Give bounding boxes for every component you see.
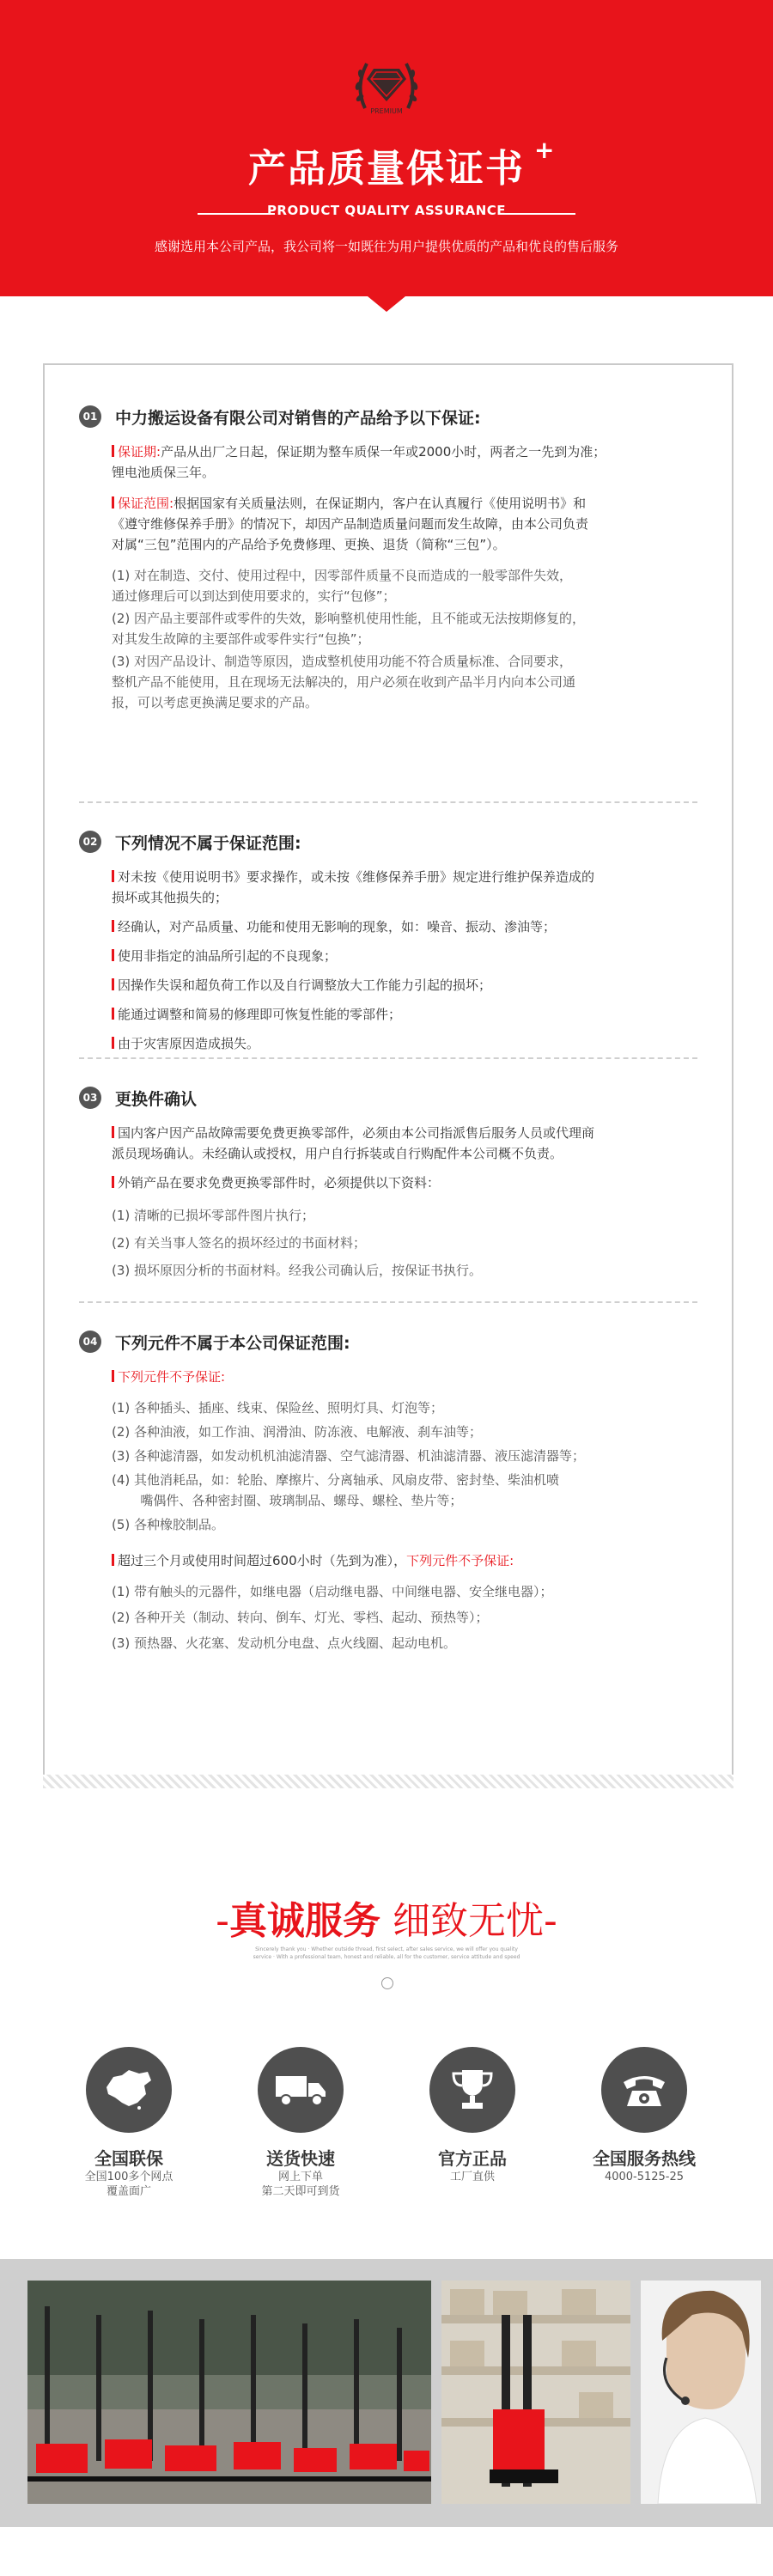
feature-genuine: 官方正品 工厂直供 — [404, 2047, 541, 2184]
service-fine-print: Sincerely thank you · Whether outside thread, first select, after sales service, we will offer you quality service · With a professional team, honest and reliable, all for the customer, service attitude and speed — [253, 1946, 520, 1960]
service-title: -真诚服务 细致无忧- — [216, 1899, 557, 1943]
list-item: (1) 带有触头的元器件，如继电器（启动继电器、中间继电器、安全继电器）； — [112, 1584, 553, 1599]
svg-text:PREMIUM: PREMIUM — [370, 107, 403, 115]
section-number: 02 — [79, 831, 101, 853]
list-item: (1) 清晰的已损坏零部件图片执行； — [112, 1208, 315, 1223]
list-item: 由于灾害原因造成损失。 — [112, 1033, 697, 1054]
circle-ornament-icon — [381, 1977, 393, 1989]
section-number: 04 — [79, 1331, 101, 1353]
list-item: (2) 各种开关（制动、转向、倒车、灯光、零档、起动、预热等）； — [112, 1610, 489, 1625]
page-subtitle: PRODUCT QUALITY ASSURANCE — [266, 203, 507, 218]
customer-service-agent-photo — [641, 2281, 761, 2504]
list-item: (2) 因产品主要部件或零件的失效，影响整机使用性能，且不能或无法按期修复的， 对其发生故障的主要部件或零件实行“包换”； — [112, 611, 586, 647]
warranty-scope: 保证范围:根据国家有关质量法则，在保证期内，客户在认真履行《使用说明书》和 《遵守维修保养手册》的情况下，却因产品制造质量问题而发生故障，由本公司负责 对属“三包”范围内的产品给予免费修理、更换、退货（简称“三包”）。 — [112, 496, 589, 552]
list-item: (5) 各种橡胶制品。 — [112, 1517, 225, 1532]
section-02 — [79, 829, 697, 1063]
list-item: (3) 损坏原因分析的书面材料。经我公司确认后，按保证书执行。 — [112, 1263, 483, 1278]
list-item: (1) 对在制造、交付、使用过程中，因零部件质量不良而造成的一般零部件失效， 通过修理后可以到达到使用要求的，实行“包修”； — [112, 568, 573, 604]
list-item: (3) 各种滤清器，如发动机机油滤清器、空气滤清器、机油滤清器、液压滤清器等； — [112, 1448, 586, 1464]
list-item: 经确认，对产品质量、功能和使用无影响的现象，如：噪音、振动、渗油等； — [112, 917, 697, 937]
list-item: 嘴偶件、各种密封圈、玻璃制品、螺母、螺栓、垫片等； — [112, 1493, 463, 1508]
section-title: 中力搬运设备有限公司对销售的产品给予以下保证: — [115, 408, 481, 428]
section-04 — [79, 1329, 697, 1659]
page-title: 产品质量保证书 — [248, 147, 525, 191]
forklift-fleet-photo — [27, 2281, 431, 2504]
section-title: 下列情况不属于保证范围: — [115, 833, 301, 853]
feature-nationwide: 全国联保 全国100多个网点 覆盖面广 — [60, 2047, 198, 2199]
list-item: 国内客户因产品故障需要免费更换零部件，必须由本公司指派售后服务人员或代理商 派员现场确认。未经确认或授权，用户自行拆装或自行购配件本公司概不负责。 — [112, 1125, 595, 1161]
list-item: (3) 预热器、火花塞、发动机分电盘、点火线圈、起动电机。 — [112, 1635, 457, 1651]
list-item: (2) 有关当事人签名的损坏经过的书面材料； — [112, 1235, 367, 1251]
decorative-stripe — [43, 1775, 733, 1788]
section-number: 01 — [79, 405, 101, 428]
list-item: 对未按《使用说明书》要求操作，或未按《维修保养手册》规定进行维护保养造成的 损坏或其他损失的； — [112, 869, 595, 905]
list-item: (2) 各种油液，如工作油、润滑油、防冻液、电解液、刹车油等； — [112, 1424, 483, 1440]
list-item: 因操作失误和超负荷工作以及自行调整放大工作能力引起的损坏； — [112, 975, 697, 996]
list-item: 外销产品在要求免费更换零部件时，必须提供以下资料： — [112, 1172, 697, 1193]
section-divider — [79, 1057, 697, 1059]
warranty-card — [43, 363, 733, 1777]
section-divider — [79, 801, 697, 803]
list-item: 能通过调整和简易的修理即可恢复性能的零部件； — [112, 1004, 697, 1025]
section-divider — [79, 1301, 697, 1303]
section-title: 更换件确认 — [115, 1089, 198, 1109]
photo-strip — [0, 2259, 773, 2527]
group-label: 下列元件不予保证: — [112, 1367, 697, 1387]
list-item: (1) 各种插头、插座、线束、保险丝、照明灯具、灯泡等； — [112, 1400, 444, 1416]
list-item: 使用非指定的油品所引起的不良现象； — [112, 946, 697, 966]
premium-badge-icon — [348, 48, 425, 125]
list-item: (3) 对因产品设计、制造等原因，造成整机使用功能不符合质量标准、合同要求， 整机产品不能使用，且在现场无法解决的，用户必须在收到产品半月内向本公司通 报，可以考虑更换满足要求的产品。 — [112, 654, 576, 710]
phone-icon — [601, 2047, 687, 2133]
group-label: 超过三个月或使用时间超过600小时（先到为准），下列元件不予保证: — [112, 1550, 697, 1571]
section-title: 下列元件不属于本公司保证范围: — [115, 1333, 350, 1353]
list-item: (4) 其他消耗品，如：轮胎、摩擦片、分离轴承、风扇皮带、密封垫、柴油机喷 — [112, 1472, 560, 1488]
title-plus: + — [534, 136, 555, 164]
warranty-period: 保证期:产品从出厂之日起，保证期为整车质保一年或2000小时，两者之一先到为准； 锂电池质保三年。 — [112, 444, 606, 480]
feature-fast-delivery: 送货快速 网上下单 第二天即可到货 — [232, 2047, 369, 2199]
section-03 — [79, 1085, 697, 1288]
trophy-icon — [429, 2047, 515, 2133]
intro-text: 感谢选用本公司产品，我公司将一如既往为用户提供优质的产品和优良的售后服务 — [154, 239, 618, 254]
delivery-truck-icon — [258, 2047, 344, 2133]
china-map-icon — [86, 2047, 172, 2133]
hero-notch — [368, 296, 405, 312]
section-01 — [79, 404, 697, 715]
feature-hotline: 全国服务热线 4000-5125-25 — [575, 2047, 713, 2184]
section-number: 03 — [79, 1087, 101, 1109]
warehouse-stacker-photo — [441, 2281, 630, 2504]
